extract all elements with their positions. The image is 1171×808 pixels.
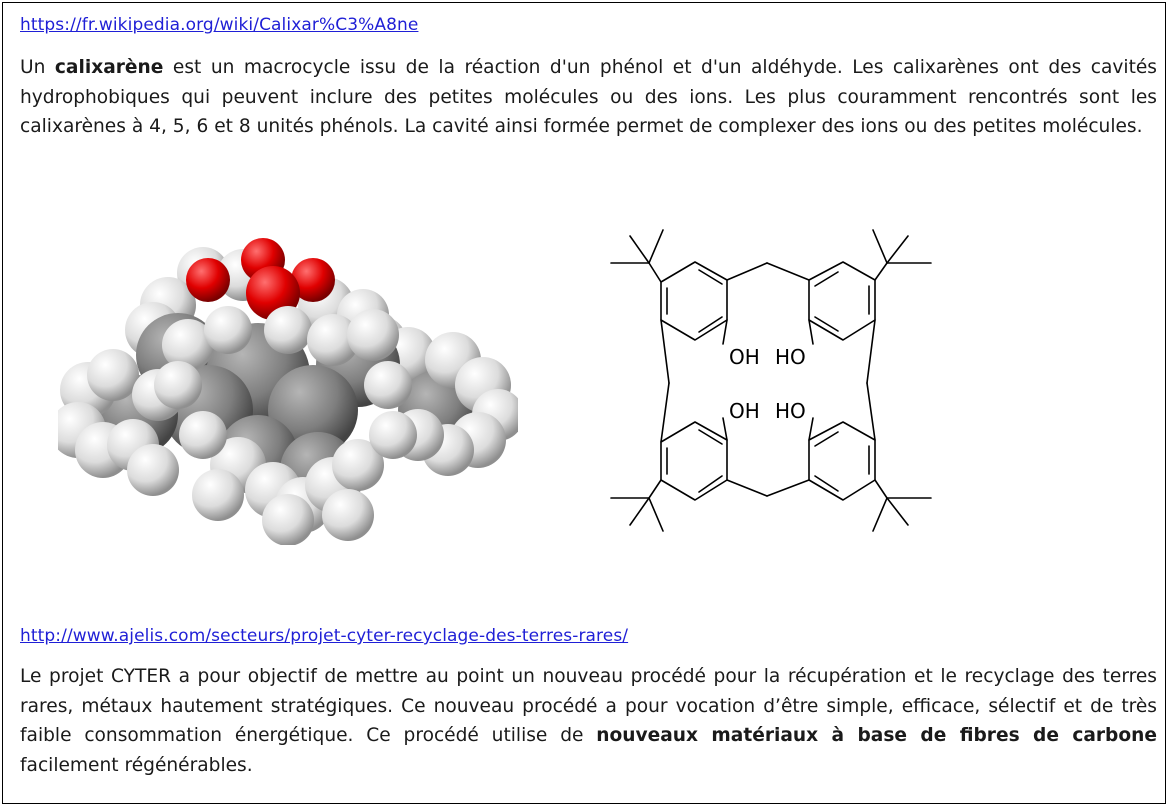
hydrogen-atom [369, 411, 417, 459]
document-frame [2, 2, 1166, 804]
oxygen-atom [186, 258, 230, 302]
hydrogen-atom [262, 494, 314, 545]
para2-text-b: facilement régénérables. [20, 754, 253, 776]
calixarene-space-filling-model [58, 235, 518, 545]
wikipedia-link[interactable]: https://fr.wikipedia.org/wiki/Calixar%C3%A8ne [20, 15, 419, 35]
oh-label-top-right: HO [775, 345, 806, 369]
hydrogen-atom [127, 444, 179, 496]
calixarene-paragraph [20, 53, 1157, 142]
ajelis-link[interactable]: http://www.ajelis.com/secteurs/projet-cyter-recyclage-des-terres-rares/ [20, 626, 629, 646]
hydrogen-atom [347, 309, 399, 361]
oh-label-bottom-right: HO [775, 399, 806, 423]
cyter-paragraph [20, 662, 1157, 780]
hydrogen-atom [154, 361, 202, 409]
hydrogen-atom [204, 306, 252, 354]
hydrogen-atom [87, 349, 139, 401]
hydrogen-atom [322, 489, 374, 541]
calixarene-skeletal-formula [603, 218, 938, 543]
oh-label-top-left: OH [729, 345, 760, 369]
para1-text-a: Un [20, 57, 55, 78]
para1-text-b: est un macrocycle issu de la réaction d'un phénol et d'un aldéhyde. Les calixarènes ont des cavités hydrophobiques qui peuvent inclure des petites molécules ou des ions. Les plus couramment rencontrés sont les calixarènes à 4, 5, 6 et 8 unités phénols. La cavité ainsi formée permet de complexer des ions ou des petites molécules. [20, 57, 1157, 137]
para2-text-a: Le projet CYTER a pour objectif de mettre au point un nouveau procédé pour la récupération et le recyclage des terres rares, métaux hautement stratégiques. Ce nouveau procédé a pour vocation d’être simple, efficace, sélectif et de très faible consommation énergétique. Ce procédé utilise de [20, 666, 1157, 746]
hydrogen-atom [364, 361, 412, 409]
hydrogen-atom [264, 306, 312, 354]
para1-bold-term: calixarène [54, 57, 164, 78]
para2-bold-term: nouveaux matériaux à base de fibres de carbone [596, 725, 1157, 746]
hydrogen-atom [192, 469, 244, 521]
oh-label-bottom-left: OH [729, 399, 760, 423]
hydrogen-atom [179, 411, 227, 459]
